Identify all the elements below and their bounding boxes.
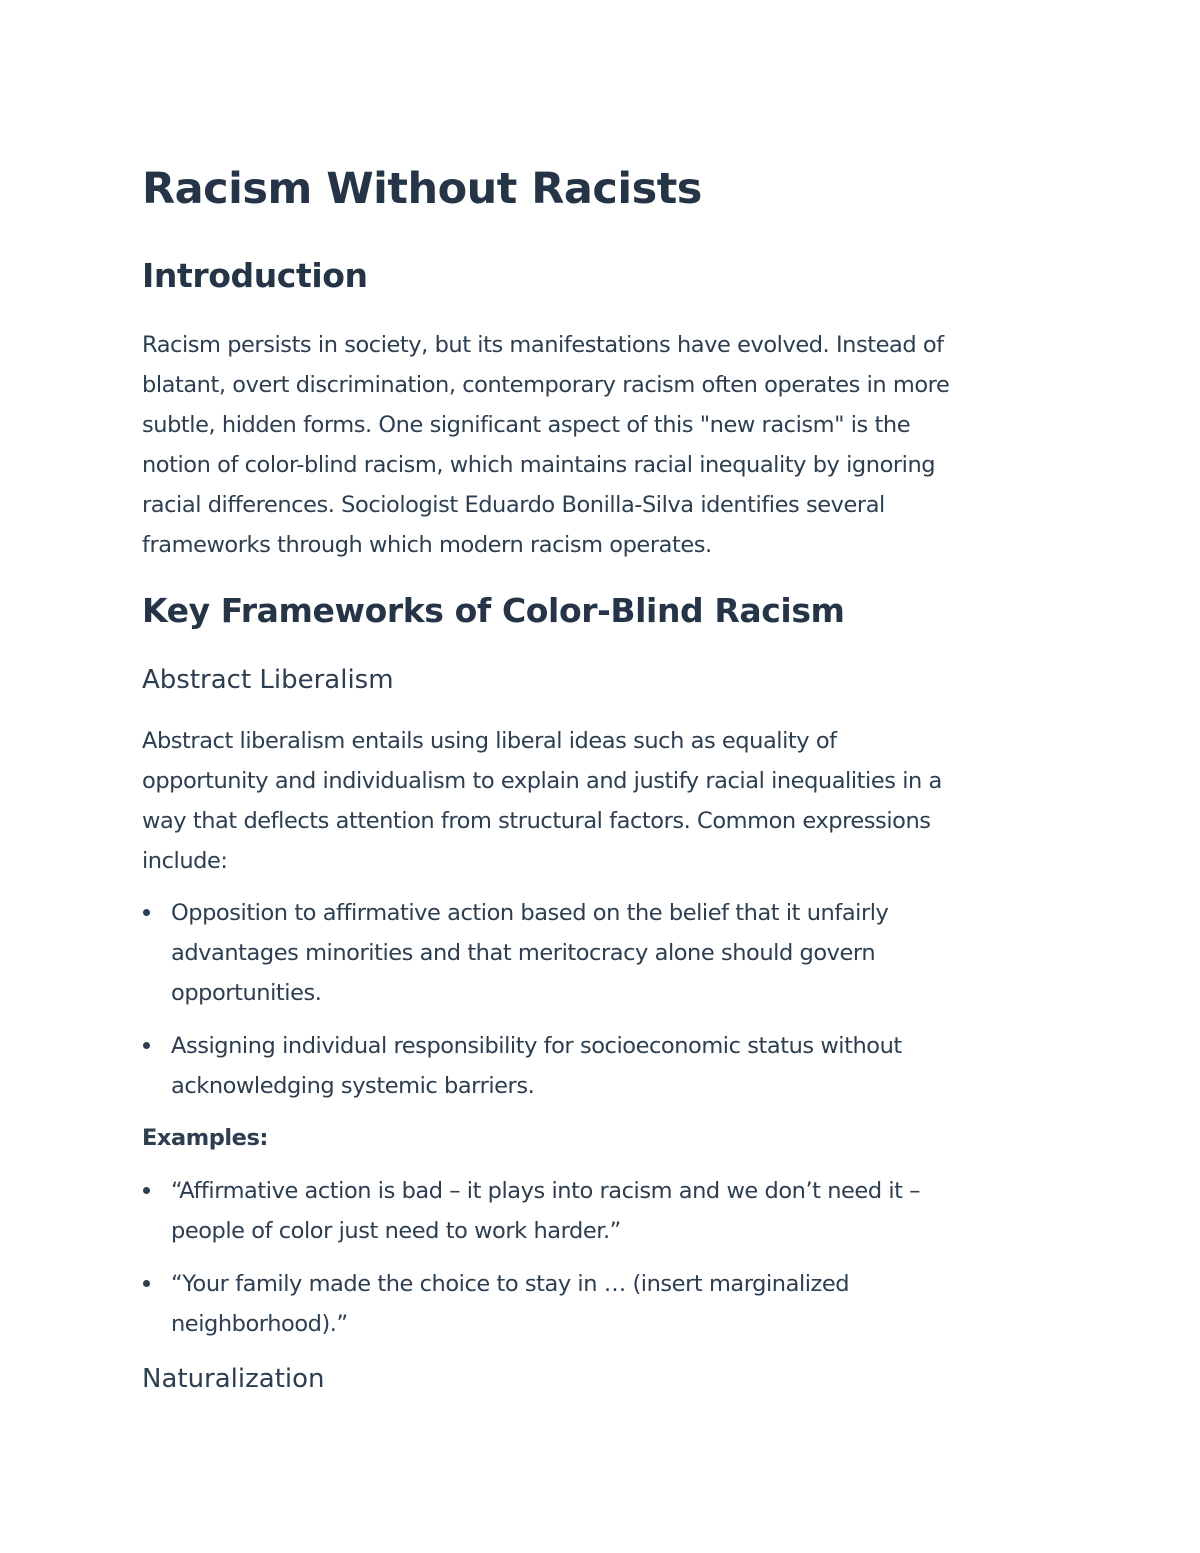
document-title: Racism Without Racists [142,164,702,214]
paragraph-line: blatant, overt discrimination, contemporary racism often operates in more [142,372,950,398]
examples-label: Examples: [142,1125,268,1151]
list-item-line: advantages minorities and that meritocracy alone should govern [171,940,876,966]
list-item-line: “Your family made the choice to stay in … (insert marginalized [171,1271,850,1297]
paragraph-line: racial differences. Sociologist Eduardo Bonilla-Silva identifies several [142,492,885,518]
list-item-line: Opposition to affirmative action based on the belief that it unfairly [171,900,889,926]
list-item [142,1264,1072,1344]
list-item-line: neighborhood).” [171,1311,348,1337]
list-item [142,1171,1072,1251]
paragraph-line: way that deflects attention from structural factors. Common expressions [142,808,931,834]
bullet-icon [143,1280,150,1287]
paragraph-line: opportunity and individualism to explain and justify racial inequalities in a [142,768,942,794]
list-item [142,893,1072,1013]
paragraph-line: Racism persists in society, but its manifestations have evolved. Instead of [142,332,944,358]
abstract-liberalism-heading: Abstract Liberalism [142,665,394,695]
list-item-line: acknowledging systemic barriers. [171,1073,535,1099]
bullet-icon [143,1187,150,1194]
list-item-line: opportunities. [171,980,322,1006]
frameworks-heading: Key Frameworks of Color-Blind Racism [142,591,845,630]
introduction-paragraph [142,325,1072,565]
list-item [142,1026,1072,1106]
paragraph-line: notion of color-blind racism, which maintains racial inequality by ignoring [142,452,936,478]
paragraph-line: include: [142,848,228,874]
abstract-liberalism-paragraph [142,721,1072,881]
paragraph-line: frameworks through which modern racism operates. [142,532,712,558]
list-item-line: people of color just need to work harder.” [171,1218,621,1244]
paragraph-line: Abstract liberalism entails using liberal ideas such as equality of [142,728,837,754]
examples-list [142,1171,1072,1357]
introduction-heading: Introduction [142,256,368,295]
list-item-line: “Affirmative action is bad – it plays into racism and we don’t need it – [171,1178,921,1204]
expressions-list [142,893,1072,1119]
bullet-icon [143,909,150,916]
paragraph-line: subtle, hidden forms. One significant aspect of this "new racism" is the [142,412,911,438]
bullet-icon [143,1042,150,1049]
naturalization-heading: Naturalization [142,1364,325,1394]
list-item-line: Assigning individual responsibility for socioeconomic status without [171,1033,902,1059]
